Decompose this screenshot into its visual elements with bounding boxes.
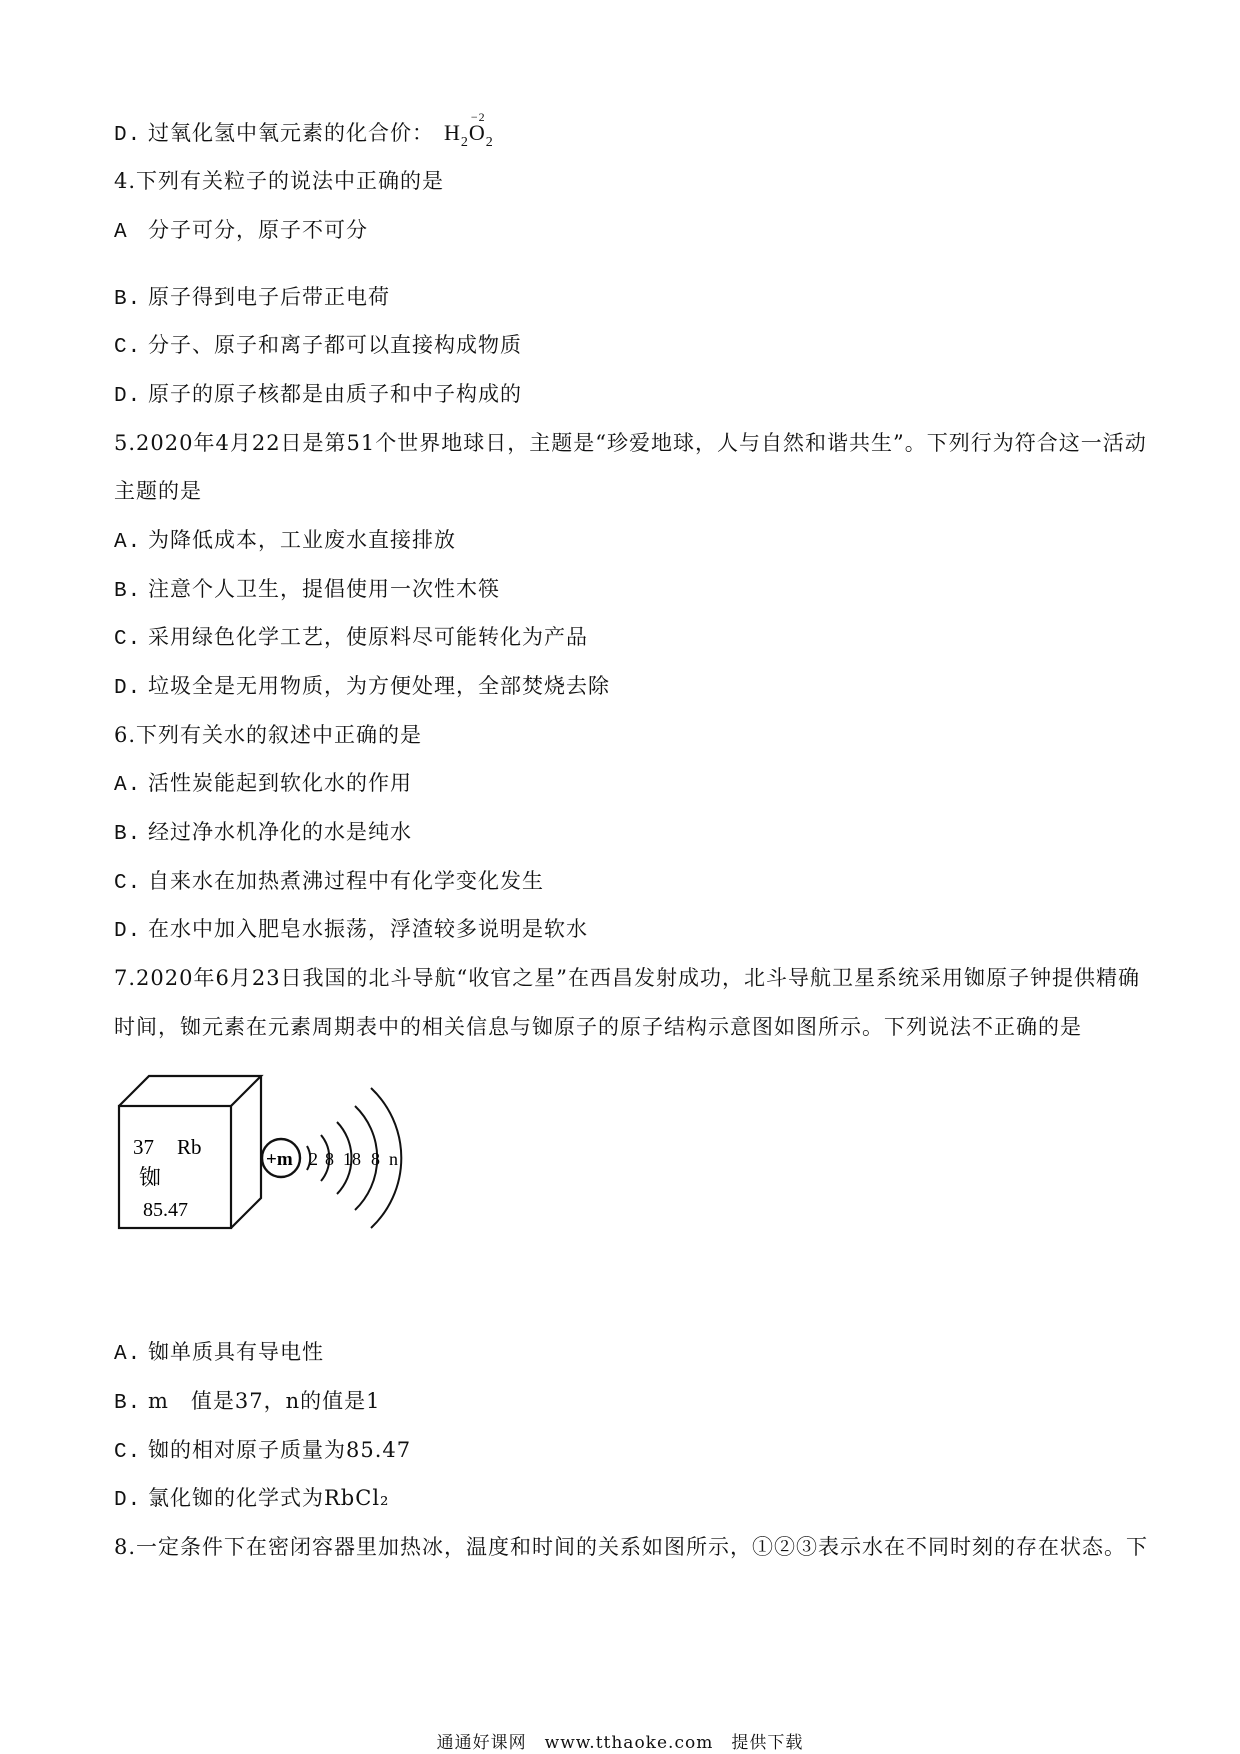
q7-stem-line1: 7.2020年6月23日我国的北斗导航“收官之星”在西昌发射成功，北斗导航卫星系统采用铷原子钟提供精确 xyxy=(114,966,1141,990)
q7-option-c: C. 铷的相对原子质量为85.47 xyxy=(114,1438,412,1464)
element-name: 铷 xyxy=(139,1166,162,1191)
valence-mark: −2 xyxy=(470,110,486,124)
rubidium-diagram xyxy=(115,1070,435,1250)
q5-stem-line1: 5.2020年4月22日是第51个世界地球日，主题是“珍爱地球，人与自然和谐共生”。下列行为符合这一活动 xyxy=(114,431,1147,455)
nucleus-charge: +m xyxy=(266,1149,293,1170)
q7-option-b: B. m 值是37，n的值是1 xyxy=(114,1389,381,1415)
q5-stem-line2: 主题的是 xyxy=(114,479,202,503)
q5-option-c: C. 采用绿色化学工艺，使原料尽可能转化为产品 xyxy=(114,625,588,651)
q8-stem-line1: 8.一定条件下在密闭容器里加热冰，温度和时间的关系如图所示，①②③表示水在不同时刻的存在状态。下 xyxy=(114,1535,1149,1559)
q5-option-a: A. 为降低成本，工业废水直接排放 xyxy=(114,528,456,554)
shell-electrons-2: 8 xyxy=(325,1149,334,1169)
cube-top-face xyxy=(119,1076,261,1106)
hydrogen-peroxide-formula: $H_2$ −2 $O_2$ xyxy=(444,118,494,152)
shell-electrons-3: 18 xyxy=(343,1149,361,1169)
q6-option-d: D. 在水中加入肥皂水振荡，浮渣较多说明是软水 xyxy=(114,917,588,943)
q4-option-c: C. 分子、原子和离子都可以直接构成物质 xyxy=(114,333,522,359)
element-symbol: Rb xyxy=(177,1135,202,1159)
q5-option-b: B. 注意个人卫生，提倡使用一次性木筷 xyxy=(114,577,500,603)
atomic-number: 37 xyxy=(133,1135,154,1159)
q4-option-b: B. 原子得到电子后带正电荷 xyxy=(114,285,390,311)
atom-structure xyxy=(262,1088,401,1228)
q3-option-d xyxy=(114,110,494,152)
atomic-mass: 85.47 xyxy=(143,1199,188,1221)
q7-stem-line2: 时间，铷元素在元素周期表中的相关信息与铷原子的原子结构示意图如图所示。下列说法不正确的是 xyxy=(114,1015,1082,1039)
option-text: 过氧化氢中氧元素的化合价： xyxy=(148,121,434,145)
q6-option-b: B. 经过净水机净化的水是纯水 xyxy=(114,820,412,846)
shell-electrons-5: n xyxy=(389,1149,398,1169)
cube-side-face xyxy=(231,1076,261,1228)
q7-option-d: D. 氯化铷的化学式为RbCl₂ xyxy=(114,1486,390,1512)
q6-stem: 6.下列有关水的叙述中正确的是 xyxy=(114,723,423,747)
shell-electrons-4: 8 xyxy=(371,1149,380,1169)
q7-option-a: A. 铷单质具有导电性 xyxy=(114,1340,324,1366)
shell-electrons-1: 2 xyxy=(309,1149,318,1169)
q4-option-a: A 分子可分，原子不可分 xyxy=(114,218,368,244)
q5-option-d: D. 垃圾全是无用物质，为方便处理，全部焚烧去除 xyxy=(114,674,610,700)
page-footer: 通通好课网 www.tthaoke.com 提供下载 xyxy=(436,1733,804,1753)
q4-stem: 4.下列有关粒子的说法中正确的是 xyxy=(114,169,445,193)
q4-option-d: D. 原子的原子核都是由质子和中子构成的 xyxy=(114,382,522,408)
option-label: D. xyxy=(114,124,142,147)
q6-option-c: C. 自来水在加热煮沸过程中有化学变化发生 xyxy=(114,869,544,895)
q6-option-a: A. 活性炭能起到软化水的作用 xyxy=(114,771,412,797)
